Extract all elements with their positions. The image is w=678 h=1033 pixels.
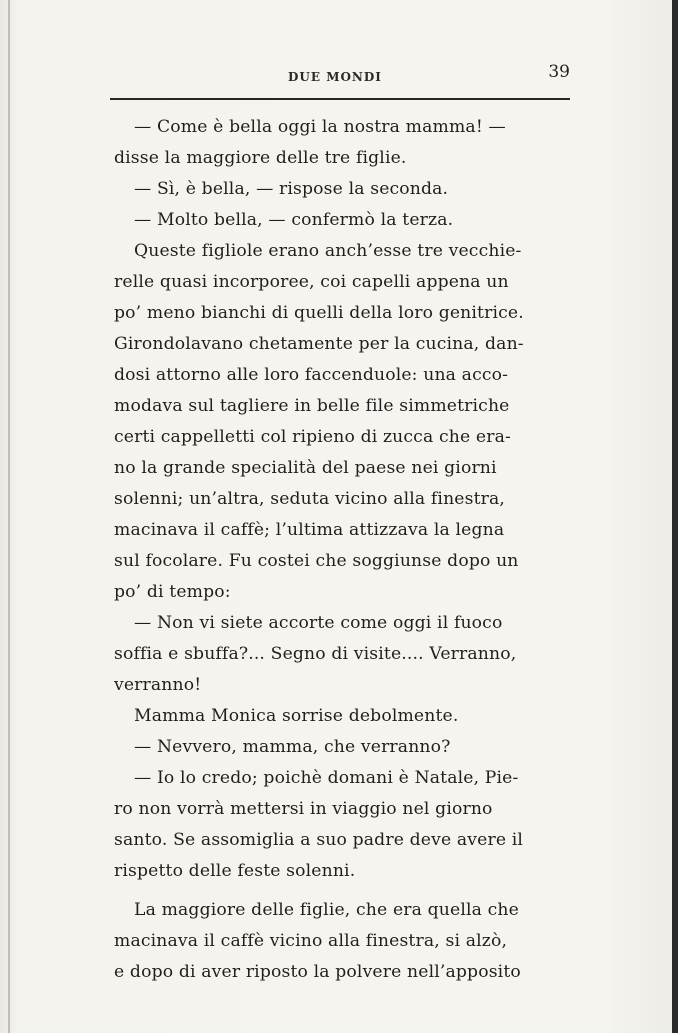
- page-binding-edge: [8, 0, 10, 1033]
- text-line: modava sul tagliere in belle file simmetriche: [114, 396, 510, 416]
- text-line: solenni; un’altra, seduta vicino alla finestra,: [114, 489, 506, 509]
- text-line: santo. Se assomiglia a suo padre deve avere il: [114, 830, 524, 850]
- text-line: sul focolare. Fu costei che soggiunse dopo un: [114, 551, 519, 571]
- text-line: — Nevvero, mamma, che verranno?: [134, 737, 451, 757]
- text-line: e dopo di aver riposto la polvere nell’apposito: [114, 962, 521, 982]
- page-header: [110, 62, 570, 92]
- text-line: Girondolavano chetamente per la cucina, dan-: [114, 334, 524, 354]
- text-line: verranno!: [114, 675, 202, 695]
- text-line: po’ di tempo:: [114, 582, 231, 602]
- paragraph-gap: [114, 887, 572, 895]
- text-line: Queste figliole erano anch’esse tre vecchie-: [134, 241, 522, 261]
- running-title: DUE MONDI: [288, 70, 382, 84]
- text-line: — Non vi siete accorte come oggi il fuoco: [134, 613, 503, 633]
- text-line: disse la maggiore delle tre figlie.: [114, 148, 407, 168]
- text-line: — Come è bella oggi la nostra mamma! —: [134, 117, 506, 137]
- text-line: macinava il caffè vicino alla finestra, si alzò,: [114, 931, 508, 951]
- text-line: — Io lo credo; poichè domani è Natale, Pie-: [134, 768, 519, 788]
- page-right-border: [672, 0, 678, 1033]
- text-line: — Sì, è bella, — rispose la seconda.: [134, 179, 449, 199]
- text-line: dosi attorno alle loro faccenduole: una acco-: [114, 365, 509, 385]
- text-line: ro non vorrà mettersi in viaggio nel giorno: [114, 799, 493, 819]
- page-number: 39: [548, 62, 570, 82]
- text-line: — Molto bella, — confermò la terza.: [134, 210, 454, 230]
- body-text: [114, 112, 572, 988]
- text-line: rispetto delle feste solenni.: [114, 861, 356, 881]
- header-rule: [110, 98, 570, 100]
- text-line: Mamma Monica sorrise debolmente.: [134, 706, 459, 726]
- text-line: relle quasi incorporee, coi capelli appena un: [114, 272, 509, 292]
- text-line: soffia e sbuffa?... Segno di visite.... Verranno,: [114, 644, 517, 664]
- text-line: po’ meno bianchi di quelli della loro genitrice.: [114, 303, 524, 323]
- text-line: no la grande specialità del paese nei giorni: [114, 458, 497, 478]
- text-line: La maggiore delle figlie, che era quella che: [134, 900, 519, 920]
- text-line: macinava il caffè; l’ultima attizzava la legna: [114, 520, 505, 540]
- text-line: certi cappelletti col ripieno di zucca che era-: [114, 427, 511, 447]
